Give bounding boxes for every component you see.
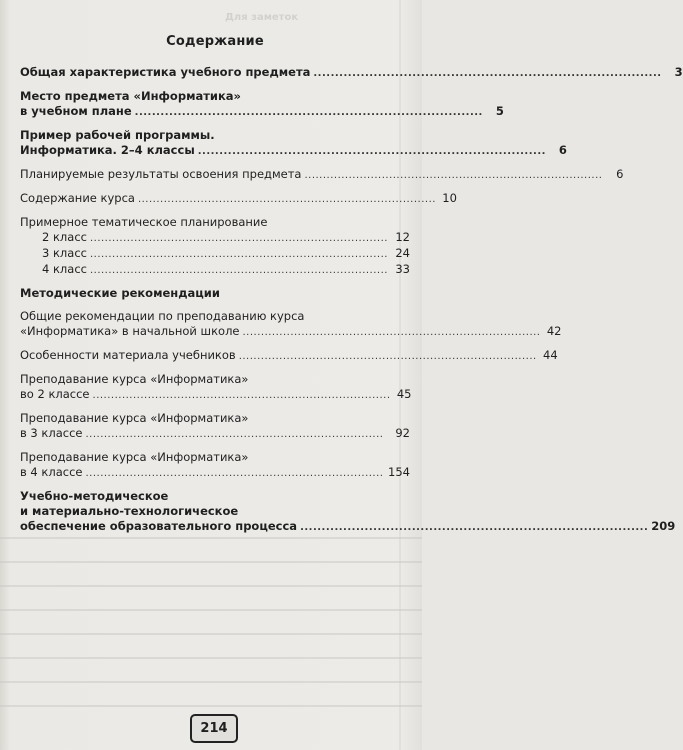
toc-page-number: 6 (558, 143, 567, 157)
toc-subentry-text: 3 класс (42, 246, 87, 260)
toc-entry-text: Пример рабочей программы. (20, 128, 215, 142)
toc-entry (20, 89, 504, 120)
leader-dots: ................................................................................. (197, 146, 546, 157)
toc-page-number: 154 (388, 465, 410, 479)
toc-entry (20, 450, 410, 481)
toc-entry-text: во 2 классе (20, 387, 90, 401)
toc-page-number: 44 (543, 348, 558, 362)
leader-dots: ................................................................................. (89, 265, 388, 276)
toc-page-number: 6 (616, 167, 624, 181)
faint-header-text: Для заметок (225, 12, 299, 23)
toc-entry (20, 215, 410, 278)
toc-entry-text: в 4 классе (20, 465, 83, 479)
toc-entry-text: Информатика. 2–4 классы (20, 143, 195, 157)
leader-dots: ................................................................................. (300, 522, 649, 533)
toc-page-number: 5 (495, 104, 504, 118)
leader-dots: ................................................................................. (89, 249, 388, 260)
toc-entry (20, 411, 410, 442)
page-number-badge (190, 714, 238, 743)
toc-entry (20, 128, 567, 159)
toc-entry (20, 191, 457, 207)
toc-entry (20, 286, 410, 301)
toc-page-number: 209 (651, 519, 676, 533)
toc-entry-text: в учебном плане (20, 104, 132, 118)
toc-entry-text: Преподавание курса «Информатика» (20, 411, 249, 425)
toc-entry (20, 167, 624, 183)
leader-dots: ................................................................................. (313, 68, 662, 79)
toc-page-number: 45 (396, 387, 412, 401)
leader-dots: ................................................................................. (89, 233, 388, 244)
toc-entry-text: обеспечение образовательного процесса (20, 519, 298, 533)
leader-dots: ................................................................................. (304, 170, 603, 181)
toc-page-number: 33 (395, 262, 410, 276)
toc-entry-text: Общие рекомендации по преподаванию курса (20, 309, 305, 323)
leader-dots: ................................................................................. (85, 429, 384, 440)
toc-entry-text: Преподавание курса «Информатика» (20, 372, 249, 386)
toc-page-number: 42 (546, 324, 562, 338)
leader-dots: ................................................................................. (137, 194, 436, 205)
toc-page-number: 10 (442, 191, 457, 205)
toc-entry-text: Примерное тематическое планирование (20, 215, 268, 229)
toc-subentry-text: 4 класс (42, 262, 87, 276)
leader-dots: ................................................................................. (92, 390, 391, 401)
toc-entry (20, 372, 410, 403)
toc-entry (20, 65, 683, 81)
toc-page-number: 92 (395, 426, 410, 440)
table-of-contents (20, 34, 683, 543)
toc-page-number: 24 (395, 246, 410, 260)
toc-entry-text: «Информатика» в начальной школе (20, 324, 240, 338)
leader-dots: ................................................................................. (242, 327, 541, 338)
page-title: Содержание (166, 34, 264, 49)
page-number: 214 (200, 721, 228, 736)
toc-entry (20, 348, 558, 364)
toc-entry-text: Учебно-методическое (20, 489, 169, 503)
toc-subentry-text: 2 класс (42, 230, 87, 244)
toc-section-heading: Методические рекомендации (20, 286, 220, 300)
leader-dots: ................................................................................. (85, 468, 384, 479)
toc-entry-text: Особенности материала учебников (20, 348, 236, 362)
toc-entry-text: Содержание курса (20, 191, 135, 205)
toc-entry-text: Место предмета «Информатика» (20, 89, 241, 103)
toc-entry-text: Общая характеристика учебного предмета (20, 65, 311, 79)
toc-entry-text: в 3 классе (20, 426, 83, 440)
toc-entry-text: Преподавание курса «Информатика» (20, 450, 249, 464)
leader-dots: ................................................................................. (238, 351, 537, 362)
toc-entry-text: Планируемые результаты освоения предмета (20, 167, 302, 181)
leader-dots: ................................................................................. (134, 107, 483, 118)
toc-page-number: 3 (674, 65, 683, 79)
toc-entry-text: и материально-технологическое (20, 504, 239, 518)
toc-page-number: 12 (395, 230, 410, 244)
toc-entry (20, 309, 562, 340)
toc-entry (20, 489, 676, 535)
